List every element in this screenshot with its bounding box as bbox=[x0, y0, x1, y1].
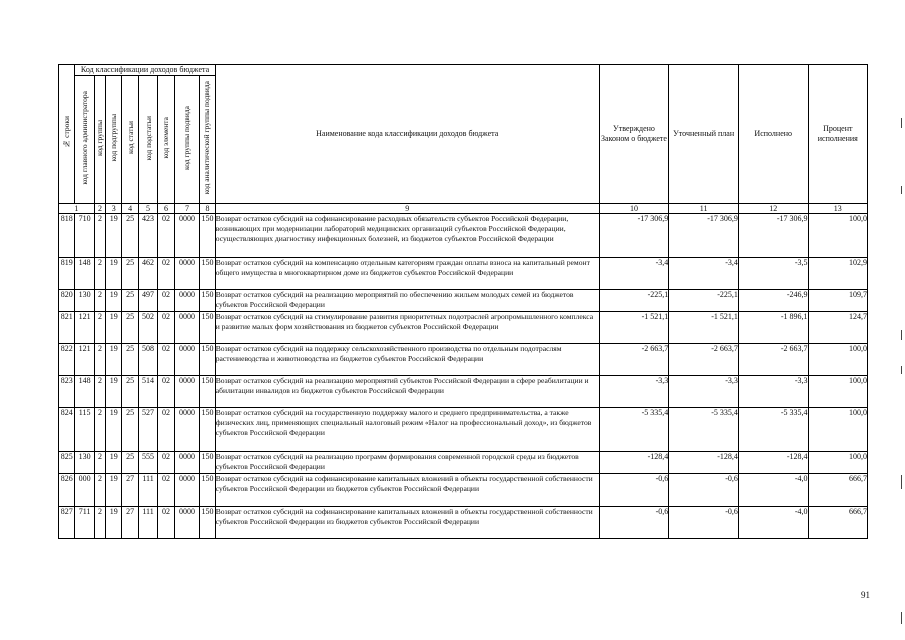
code-subarticle: 462 bbox=[138, 258, 157, 290]
margin-mark bbox=[901, 186, 902, 194]
code-analytic-group: 150 bbox=[200, 290, 215, 312]
approved-value: -0,6 bbox=[599, 474, 669, 507]
header-code-subarticle: код подстатьи bbox=[138, 75, 157, 203]
row-number: 823 bbox=[59, 376, 75, 408]
approved-value: -3,4 bbox=[599, 258, 669, 290]
executed-value: -4,0 bbox=[738, 474, 808, 507]
approved-value: -1 521,1 bbox=[599, 312, 669, 344]
table-row bbox=[59, 344, 868, 376]
code-subtype-group: 0000 bbox=[174, 376, 200, 408]
code-admin: 148 bbox=[75, 258, 94, 290]
row-number: 826 bbox=[59, 474, 75, 507]
percent-value: 100,0 bbox=[808, 344, 867, 376]
code-subtype-group: 0000 bbox=[174, 290, 200, 312]
code-element: 02 bbox=[158, 214, 174, 258]
percent-value: 666,7 bbox=[808, 507, 867, 539]
adjusted-value: -3,3 bbox=[669, 376, 739, 408]
page-number: 91 bbox=[861, 590, 870, 600]
percent-value: 100,0 bbox=[808, 214, 867, 258]
revenue-name: Возврат остатков субсидий на софинансирование расходных обязательств субъектов Российской Федерации, возникающих при модернизации лабораторий медицинских организаций субъектов Российской Федерации, осуществляющих диагностику инфекционных болезней, из бюджетов субъектов Российской Федерации bbox=[215, 214, 599, 258]
code-element: 02 bbox=[158, 474, 174, 507]
header-code-analytic-group: код аналитической группы подвида bbox=[200, 75, 215, 203]
code-group: 2 bbox=[94, 376, 105, 408]
code-subarticle: 423 bbox=[138, 214, 157, 258]
code-subgroup: 19 bbox=[106, 312, 122, 344]
column-number: 10 bbox=[599, 203, 669, 214]
code-analytic-group: 150 bbox=[200, 312, 215, 344]
adjusted-value: -5 335,4 bbox=[669, 408, 739, 452]
code-admin: 130 bbox=[75, 290, 94, 312]
column-number: 8 bbox=[200, 203, 215, 214]
approved-value: -2 663,7 bbox=[599, 344, 669, 376]
code-article: 25 bbox=[122, 408, 138, 452]
header-code-article: код статьи bbox=[122, 75, 138, 203]
code-subtype-group: 0000 bbox=[174, 258, 200, 290]
code-admin: 000 bbox=[75, 474, 94, 507]
row-number: 824 bbox=[59, 408, 75, 452]
table-row bbox=[59, 474, 868, 507]
code-subtype-group: 0000 bbox=[174, 408, 200, 452]
code-element: 02 bbox=[158, 344, 174, 376]
adjusted-value: -128,4 bbox=[669, 452, 739, 474]
column-number: 13 bbox=[808, 203, 867, 214]
row-number: 821 bbox=[59, 312, 75, 344]
approved-value: -17 306,9 bbox=[599, 214, 669, 258]
percent-value: 100,0 bbox=[808, 452, 867, 474]
code-article: 25 bbox=[122, 258, 138, 290]
code-element: 02 bbox=[158, 507, 174, 539]
executed-value: -1 896,1 bbox=[738, 312, 808, 344]
code-element: 02 bbox=[158, 312, 174, 344]
margin-mark bbox=[901, 612, 902, 624]
executed-value: -128,4 bbox=[738, 452, 808, 474]
header-row-number: № строки bbox=[59, 65, 75, 204]
column-number: 5 bbox=[138, 203, 157, 214]
code-admin: 711 bbox=[75, 507, 94, 539]
percent-value: 102,9 bbox=[808, 258, 867, 290]
column-number: 7 bbox=[174, 203, 200, 214]
code-group: 2 bbox=[94, 408, 105, 452]
code-article: 25 bbox=[122, 344, 138, 376]
header-classification-group: Код классификации доходов бюджета bbox=[75, 65, 215, 76]
code-subarticle: 527 bbox=[138, 408, 157, 452]
budget-revenue-table bbox=[58, 64, 868, 539]
revenue-name: Возврат остатков субсидий на поддержку сельскохозяйственного производства по отдельным подотраслям растениеводства и животноводства из бюджетов субъектов Российской Федерации bbox=[215, 344, 599, 376]
approved-value: -128,4 bbox=[599, 452, 669, 474]
code-article: 25 bbox=[122, 452, 138, 474]
code-subgroup: 19 bbox=[106, 344, 122, 376]
column-number: 12 bbox=[738, 203, 808, 214]
code-subgroup: 19 bbox=[106, 408, 122, 452]
code-subtype-group: 0000 bbox=[174, 474, 200, 507]
header-executed: Исполнено bbox=[738, 65, 808, 204]
executed-value: -3,3 bbox=[738, 376, 808, 408]
column-number: 6 bbox=[158, 203, 174, 214]
code-admin: 710 bbox=[75, 214, 94, 258]
revenue-name: Возврат остатков субсидий на реализацию мероприятий по обеспечению жильем молодых семей из бюджетов субъектов Российской Федерации bbox=[215, 290, 599, 312]
adjusted-value: -2 663,7 bbox=[669, 344, 739, 376]
code-analytic-group: 150 bbox=[200, 507, 215, 539]
approved-value: -225,1 bbox=[599, 290, 669, 312]
approved-value: -0,6 bbox=[599, 507, 669, 539]
table-body bbox=[59, 214, 868, 539]
header-code-group: код группы bbox=[94, 75, 105, 203]
approved-value: -3,3 bbox=[599, 376, 669, 408]
executed-value: -5 335,4 bbox=[738, 408, 808, 452]
code-analytic-group: 150 bbox=[200, 376, 215, 408]
margin-mark bbox=[901, 475, 902, 489]
code-subarticle: 508 bbox=[138, 344, 157, 376]
row-number: 818 bbox=[59, 214, 75, 258]
table-row bbox=[59, 312, 868, 344]
code-subtype-group: 0000 bbox=[174, 507, 200, 539]
code-admin: 121 bbox=[75, 312, 94, 344]
code-subarticle: 497 bbox=[138, 290, 157, 312]
table-row bbox=[59, 507, 868, 539]
code-group: 2 bbox=[94, 474, 105, 507]
header-percent: Процент исполнения bbox=[808, 65, 867, 204]
code-analytic-group: 150 bbox=[200, 452, 215, 474]
revenue-name: Возврат остатков субсидий на реализацию программ формирования современной городской среды из бюджетов субъектов Российской Федерации bbox=[215, 452, 599, 474]
row-number: 820 bbox=[59, 290, 75, 312]
column-numbers-row bbox=[59, 203, 868, 214]
code-admin: 121 bbox=[75, 344, 94, 376]
code-element: 02 bbox=[158, 258, 174, 290]
code-article: 25 bbox=[122, 376, 138, 408]
table-row bbox=[59, 258, 868, 290]
code-group: 2 bbox=[94, 344, 105, 376]
code-group: 2 bbox=[94, 258, 105, 290]
code-subtype-group: 0000 bbox=[174, 344, 200, 376]
code-article: 25 bbox=[122, 290, 138, 312]
header-code-subtype-group: код группы подвида bbox=[174, 75, 200, 203]
margin-mark bbox=[901, 118, 902, 128]
code-subarticle: 555 bbox=[138, 452, 157, 474]
code-article: 25 bbox=[122, 312, 138, 344]
percent-value: 666,7 bbox=[808, 474, 867, 507]
revenue-name: Возврат остатков субсидий на софинансирование капитальных вложений в объекты государственной собственности субъектов Российской Федерации из бюджетов субъектов Российской Федерации bbox=[215, 474, 599, 507]
executed-value: -4,0 bbox=[738, 507, 808, 539]
code-subtype-group: 0000 bbox=[174, 312, 200, 344]
code-article: 27 bbox=[122, 507, 138, 539]
code-subgroup: 19 bbox=[106, 452, 122, 474]
code-admin: 148 bbox=[75, 376, 94, 408]
percent-value: 100,0 bbox=[808, 408, 867, 452]
code-subgroup: 19 bbox=[106, 507, 122, 539]
code-group: 2 bbox=[94, 312, 105, 344]
column-number: 11 bbox=[669, 203, 739, 214]
code-analytic-group: 150 bbox=[200, 344, 215, 376]
row-number: 819 bbox=[59, 258, 75, 290]
code-admin: 130 bbox=[75, 452, 94, 474]
percent-value: 100,0 bbox=[808, 376, 867, 408]
revenue-name: Возврат остатков субсидий на государственную поддержку малого и среднего предпринимательства, а также физических лиц, применяющих специальный налоговый режим «Налог на профессиональный доход», из бюджетов субъектов Российской Федерации bbox=[215, 408, 599, 452]
revenue-name: Возврат остатков субсидий на стимулирование развития приоритетных подотраслей агропромышленного комплекса и развитие малых форм хозяйствования из бюджетов субъектов Российской Федерации bbox=[215, 312, 599, 344]
table-row bbox=[59, 214, 868, 258]
code-group: 2 bbox=[94, 507, 105, 539]
row-number: 822 bbox=[59, 344, 75, 376]
code-admin: 115 bbox=[75, 408, 94, 452]
adjusted-value: -3,4 bbox=[669, 258, 739, 290]
code-subgroup: 19 bbox=[106, 290, 122, 312]
code-element: 02 bbox=[158, 408, 174, 452]
code-subgroup: 19 bbox=[106, 258, 122, 290]
margin-mark bbox=[901, 330, 902, 340]
header-code-element: код элемента bbox=[158, 75, 174, 203]
header-approved: Утверждено Законом о бюджете bbox=[599, 65, 669, 204]
code-subtype-group: 0000 bbox=[174, 452, 200, 474]
code-subgroup: 19 bbox=[106, 474, 122, 507]
table-row bbox=[59, 452, 868, 474]
code-element: 02 bbox=[158, 290, 174, 312]
code-element: 02 bbox=[158, 452, 174, 474]
code-analytic-group: 150 bbox=[200, 258, 215, 290]
adjusted-value: -1 521,1 bbox=[669, 312, 739, 344]
column-number: 4 bbox=[122, 203, 138, 214]
code-subarticle: 514 bbox=[138, 376, 157, 408]
code-group: 2 bbox=[94, 214, 105, 258]
row-number: 825 bbox=[59, 452, 75, 474]
header-name: Наименование кода классификации доходов бюджета bbox=[215, 65, 599, 204]
percent-value: 109,7 bbox=[808, 290, 867, 312]
column-number: 9 bbox=[215, 203, 599, 214]
executed-value: -3,5 bbox=[738, 258, 808, 290]
executed-value: -17 306,9 bbox=[738, 214, 808, 258]
code-analytic-group: 150 bbox=[200, 214, 215, 258]
code-group: 2 bbox=[94, 290, 105, 312]
column-number: 1 bbox=[59, 203, 95, 214]
column-number: 2 bbox=[94, 203, 105, 214]
header-adjusted-plan: Уточненный план bbox=[669, 65, 739, 204]
code-subgroup: 19 bbox=[106, 214, 122, 258]
column-number: 3 bbox=[106, 203, 122, 214]
executed-value: -2 663,7 bbox=[738, 344, 808, 376]
row-number: 827 bbox=[59, 507, 75, 539]
executed-value: -246,9 bbox=[738, 290, 808, 312]
code-article: 27 bbox=[122, 474, 138, 507]
code-subarticle: 111 bbox=[138, 474, 157, 507]
code-analytic-group: 150 bbox=[200, 474, 215, 507]
code-group: 2 bbox=[94, 452, 105, 474]
approved-value: -5 335,4 bbox=[599, 408, 669, 452]
revenue-name: Возврат остатков субсидий на компенсацию отдельным категориям граждан оплаты взноса на капитальный ремонт общего имущества в многоквартирном доме из бюджетов субъектов Российской Федерации bbox=[215, 258, 599, 290]
code-subtype-group: 0000 bbox=[174, 214, 200, 258]
code-element: 02 bbox=[158, 376, 174, 408]
revenue-name: Возврат остатков субсидий на реализацию мероприятий субъектов Российской Федерации в сфере реабилитации и абилитации инвалидов из бюджетов субъектов Российской Федерации bbox=[215, 376, 599, 408]
header-code-subgroup: код подгруппы bbox=[106, 75, 122, 203]
code-analytic-group: 150 bbox=[200, 408, 215, 452]
margin-mark bbox=[901, 366, 902, 374]
adjusted-value: -0,6 bbox=[669, 507, 739, 539]
table-row bbox=[59, 290, 868, 312]
header-code-admin: код главного администратора bbox=[75, 75, 94, 203]
code-article: 25 bbox=[122, 214, 138, 258]
code-subgroup: 19 bbox=[106, 376, 122, 408]
table-row bbox=[59, 376, 868, 408]
code-subarticle: 111 bbox=[138, 507, 157, 539]
adjusted-value: -17 306,9 bbox=[669, 214, 739, 258]
adjusted-value: -225,1 bbox=[669, 290, 739, 312]
revenue-name: Возврат остатков субсидий на софинансирование капитальных вложений в объекты государственной собственности субъектов Российской Федерации из бюджетов субъектов Российской Федерации bbox=[215, 507, 599, 539]
table-row bbox=[59, 408, 868, 452]
code-subarticle: 502 bbox=[138, 312, 157, 344]
percent-value: 124,7 bbox=[808, 312, 867, 344]
adjusted-value: -0,6 bbox=[669, 474, 739, 507]
